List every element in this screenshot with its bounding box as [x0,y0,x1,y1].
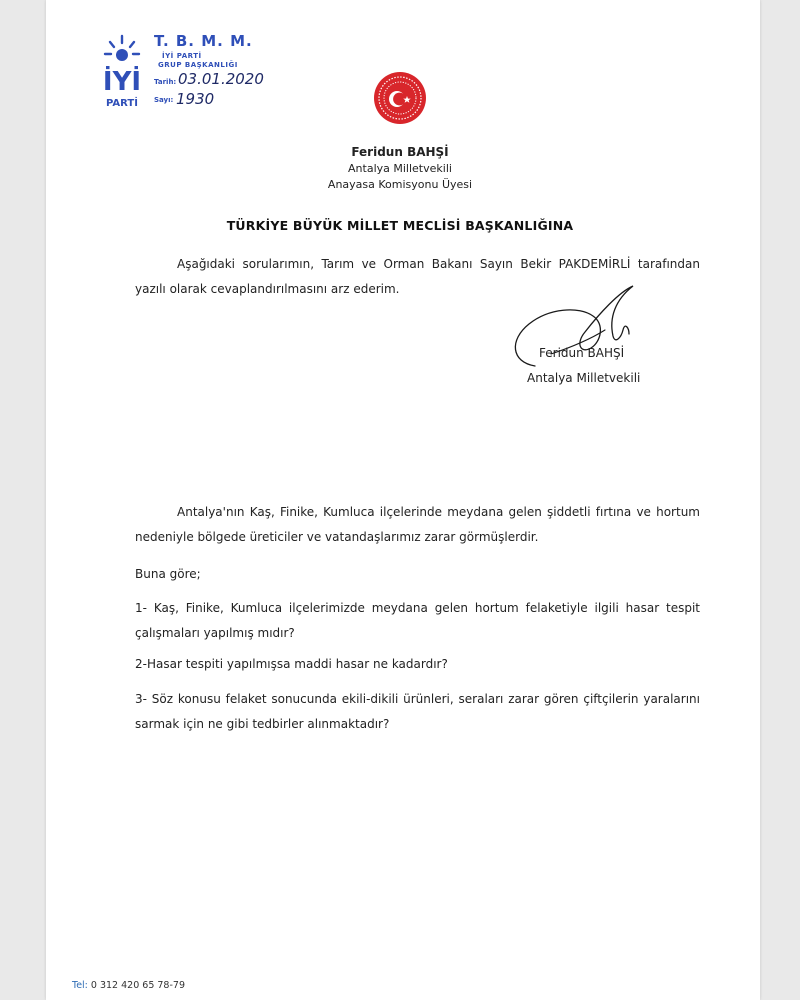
handwritten-signature [505,278,645,378]
stamp-line-group: GRUP BAŞKANLIĞI [158,61,238,69]
question-item-1: 1- Kaş, Finike, Kumluca ilçelerimizde meydana gelen hortum felaketiyle ilgili hasar tespit çalışmaları yapılmış mıdır? [135,601,700,640]
question-item-3: 3- Söz konusu felaket sonucunda ekili-dikili ürünleri, seraları zarar gören çiftçilerin yaralarını sarmak için ne gibi tedbirler alınmaktadır? [135,692,700,731]
signature-name: Feridun BAHŞİ [539,346,625,360]
footer-tel-label: Tel: [72,980,88,991]
footer-tel-value: 0 312 420 65 78-79 [90,980,185,991]
body-paragraph: Antalya'nın Kaş, Finike, Kumluca ilçelerinde meydana gelen şiddetli fırtına ve hortum nedeniyle bölgede üreticiler ve vatandaşlarımız zarar görmüşlerdir. [135,505,700,544]
document-title: TÜRKİYE BÜYÜK MİLLET MECLİSİ BAŞKANLIĞINA [226,218,574,233]
sender-role: Antalya Milletvekili [348,162,452,175]
footer-phone [72,980,185,991]
svg-text:PARTİ: PARTİ [106,98,138,109]
tbmm-stamp [96,30,276,120]
signature-role: Antalya Milletvekili [527,371,641,385]
sender-name: Feridun BAHŞİ [351,145,449,159]
body-lead-in: Buna göre; [135,567,201,581]
stamp-line-party: İYİ PARTİ [162,52,202,60]
stamp-number-value: 1930 [176,90,215,108]
stamp-number-label: Sayı: [154,96,174,104]
stamp-title: T. B. M. M. [154,32,253,50]
intro-paragraph: Aşağıdaki sorularımın, Tarım ve Orman Bakanı Sayın Bekir PAKDEMİRLİ tarafından yazılı olarak cevaplandırılmasını arz ederim. [135,257,700,296]
question-item-2: 2-Hasar tespiti yapılmışsa maddi hasar ne kadardır? [135,657,448,671]
sender-header [300,144,500,193]
iyi-parti-logo [96,32,148,112]
sender-committee: Anayasa Komisyonu Üyesi [327,178,473,191]
svg-text:İYİ: İYİ [102,67,142,97]
stamp-date-value: 03.01.2020 [178,70,264,88]
tbmm-emblem-icon [372,70,428,126]
stamp-date-label: Tarih: [154,78,177,86]
